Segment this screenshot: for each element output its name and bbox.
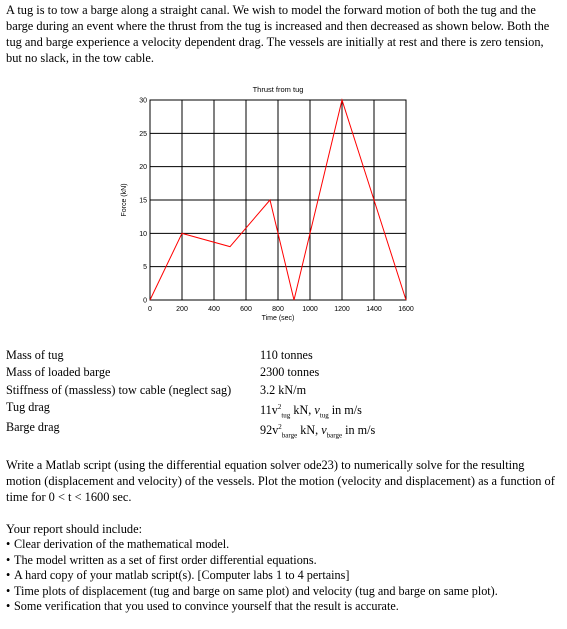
x-tick-label: 200 xyxy=(176,306,188,313)
y-tick-label: 10 xyxy=(139,230,147,238)
parameters-table xyxy=(6,347,446,439)
drag-unit: kN, xyxy=(297,423,322,438)
velocity-subscript: tug xyxy=(319,411,329,420)
intro-paragraph: A tug is to tow a barge along a straight canal. We wish to model the forward motion of both the tug and the barge during an event where the thrust from the tug is increased and then decreased as shown below. Both the tug and barge experience a velocity dependent drag. The vessels are initially at rest and there is zero tension, but no slack, in the tow cable. xyxy=(6,3,550,65)
y-tick-label: 20 xyxy=(139,164,147,172)
drag-unit: kN, xyxy=(290,403,315,418)
velocity-subscript: barge xyxy=(326,431,343,440)
y-axis-label: Force (kN) xyxy=(121,183,128,217)
param-label: Barge drag xyxy=(6,420,60,435)
param-value: $92v^2_{barge}$ kN, $v_{barge}$ in m/s xyxy=(260,423,376,440)
y-tick-label: 30 xyxy=(139,97,147,105)
x-axis-label: Time (sec) xyxy=(261,315,295,322)
velocity-unit: in m/s xyxy=(328,403,362,418)
report-requirements-list xyxy=(6,537,566,615)
param-value: 110 tonnes xyxy=(260,348,313,362)
y-tick-label: 5 xyxy=(143,264,147,272)
param-value: $11v^2_{tug}$ kN, $v_{tug}$ in m/s xyxy=(260,403,362,420)
param-row-tug-mass xyxy=(6,347,446,364)
list-item: • A hard copy of your matlab script(s). [Computer labs 1 to 4 pertains] xyxy=(6,568,350,583)
param-label: Mass of tug xyxy=(6,348,64,362)
report-heading: Your report should include: xyxy=(6,522,143,536)
x-tick-label: 600 xyxy=(240,306,252,313)
x-tick-label: 1400 xyxy=(366,306,382,313)
y-tick-label: 0 xyxy=(143,297,147,305)
param-label: Tug drag xyxy=(6,400,50,415)
bullet-icon: • xyxy=(6,552,11,567)
bullet-icon: • xyxy=(6,568,11,583)
list-item: • Time plots of displacement (tug and barge on same plot) and velocity (tug and barge on same plot). xyxy=(6,583,498,598)
list-item: • The model written as a set of first order differential equations. xyxy=(6,552,317,567)
drag-coefficient: 11v xyxy=(260,403,278,418)
param-row-cable-stiffness xyxy=(6,382,446,399)
list-item: • Clear derivation of the mathematical model. xyxy=(6,537,230,551)
param-label: Mass of loaded barge xyxy=(6,365,111,380)
param-row-tug-drag xyxy=(6,399,446,419)
y-tick-label: 15 xyxy=(139,197,147,205)
param-value: 3.2 kN/m xyxy=(260,382,307,397)
thrust-chart-svg xyxy=(116,82,426,332)
x-tick-label: 800 xyxy=(272,306,284,313)
list-item: • Some verification that you used to convince yourself that the result is accurate. xyxy=(6,599,399,614)
velocity-symbol: v xyxy=(321,423,327,438)
param-row-barge-drag xyxy=(6,419,446,439)
bullet-icon: • xyxy=(6,537,11,551)
y-tick-label: 25 xyxy=(139,130,147,138)
param-row-barge-mass xyxy=(6,364,446,381)
bullet-icon: • xyxy=(6,583,11,598)
param-label: Stiffness of (massless) tow cable (neglect sag) xyxy=(6,382,232,397)
thrust-chart xyxy=(116,82,426,332)
task-paragraph: Write a Matlab script (using the differential equation solver ode23) to numerically solve for the resulting motion (displacement and velocity) of the vessels. Plot the motion (velocity and displacement) as a function of time for 0 < t < 1600 sec. xyxy=(6,458,555,504)
drag-coefficient: 92v xyxy=(260,423,279,438)
velocity-unit: in m/s xyxy=(342,423,376,438)
x-tick-label: 1000 xyxy=(302,306,318,313)
drag-subscript: barge xyxy=(281,431,298,440)
x-tick-label: 0 xyxy=(148,306,152,313)
param-value: 2300 tonnes xyxy=(260,365,320,380)
x-tick-label: 1200 xyxy=(334,306,350,313)
x-tick-label: 400 xyxy=(208,306,220,313)
velocity-symbol: v xyxy=(314,403,320,418)
bullet-icon: • xyxy=(6,599,11,614)
drag-subscript: tug xyxy=(281,411,291,420)
chart-title: Thrust from tug xyxy=(252,85,304,94)
x-tick-label: 1600 xyxy=(398,306,414,313)
